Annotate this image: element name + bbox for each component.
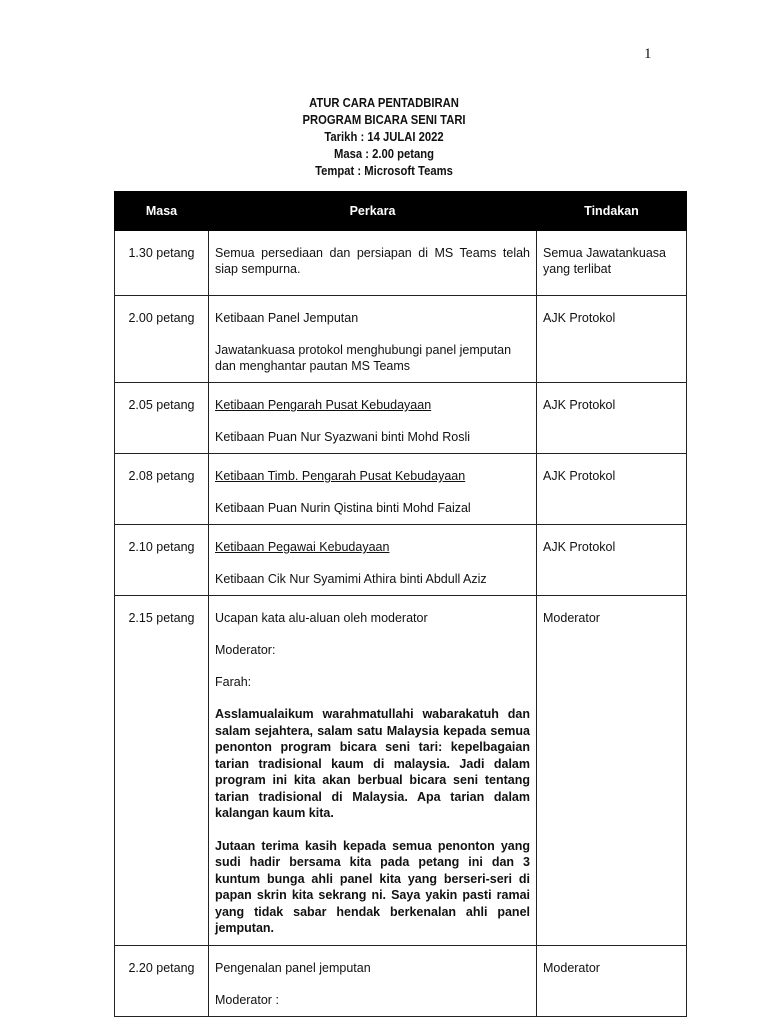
table-row <box>115 383 687 454</box>
table-row <box>115 296 687 383</box>
row-time: 2.08 petang <box>115 454 209 525</box>
row-item-cell <box>209 596 537 946</box>
table-header-row <box>115 192 687 231</box>
row-item-cell <box>209 296 537 383</box>
row-item: Semua persediaan dan persiapan di MS Teams telah siap sempurna. <box>209 231 537 296</box>
row-detail: Ketibaan Cik Nur Syamimi Athira binti Abdull Aziz <box>215 572 487 586</box>
speech-paragraph: Jutaan terima kasih kepada semua penonton yang sudi hadir bersama kita pada petang ini dan 3 kuntum bunga ahli panel kita yang berseri-seri di papan skrin kita sekrang ni. Saya yakin pasti ramai yang tidak sabar hendak berkenalan ahli panel jemputan. <box>215 838 530 935</box>
row-time: 2.00 petang <box>115 296 209 383</box>
row-item-cell <box>209 945 537 1016</box>
row-item-cell <box>209 525 537 596</box>
header-venue: Tempat : Microsoft Teams <box>315 164 453 178</box>
page-number: 1 <box>644 46 652 62</box>
row-action: Moderator <box>537 596 687 946</box>
row-time: 2.05 petang <box>115 383 209 454</box>
row-item: Ketibaan Pengarah Pusat Kebudayaan <box>215 398 432 412</box>
row-item-cell <box>209 454 537 525</box>
row-item: Ucapan kata alu-aluan oleh moderator <box>215 611 428 625</box>
header-date: Tarikh : 14 JULAI 2022 <box>324 130 444 144</box>
column-header-perkara: Perkara <box>209 192 537 231</box>
table-row <box>115 454 687 525</box>
row-action: AJK Protokol <box>537 525 687 596</box>
speaker-label: Farah: <box>215 675 252 689</box>
header-time: Masa : 2.00 petang <box>333 147 435 161</box>
row-time: 2.20 petang <box>115 945 209 1016</box>
table-row <box>115 945 687 1016</box>
table-row <box>115 596 687 946</box>
row-detail: Ketibaan Puan Nurin Qistina binti Mohd Faizal <box>215 501 471 515</box>
header-title: ATUR CARA PENTADBIRAN <box>309 96 459 110</box>
row-item: Ketibaan Pegawai Kebudayaan <box>215 540 390 554</box>
row-detail: Jawatankuasa protokol menghubungi panel jemputan dan menghantar pautan MS Teams <box>215 343 512 373</box>
header-program: PROGRAM BICARA SENI TARI <box>302 113 466 127</box>
schedule-table <box>114 191 687 1017</box>
row-action: Moderator <box>537 945 687 1016</box>
moderator-label: Moderator: <box>215 643 276 657</box>
row-time: 2.15 petang <box>115 596 209 946</box>
row-item: Ketibaan Timb. Pengarah Pusat Kebudayaan <box>215 469 466 483</box>
table-row <box>115 525 687 596</box>
row-action: AJK Protokol <box>537 296 687 383</box>
row-time: 2.10 petang <box>115 525 209 596</box>
row-item: Pengenalan panel jemputan <box>215 960 371 975</box>
column-header-masa: Masa <box>115 192 209 231</box>
document-header <box>0 95 768 180</box>
speech-paragraph: Asslamualaikum warahmatullahi wabarakatuh dan salam sejahtera, salam satu Malaysia kepada semua penonton program bicara seni tari: kepelbagaian tarian tradisional kaum di malaysia. Jadi dalam program ini kita akan berbual bicara seni tentang tarian tradisional di Malaysia. Apa tarian dalam kalangan kaum kita. <box>215 707 530 820</box>
row-item: Ketibaan Panel Jemputan <box>215 311 359 325</box>
row-action: Semua Jawatankuasa yang terlibat <box>537 231 687 296</box>
moderator-label: Moderator : <box>215 992 279 1007</box>
table-row <box>115 231 687 296</box>
column-header-tindakan: Tindakan <box>537 192 687 231</box>
row-action: AJK Protokol <box>537 383 687 454</box>
row-item-cell <box>209 383 537 454</box>
row-detail: Ketibaan Puan Nur Syazwani binti Mohd Rosli <box>215 430 470 444</box>
row-action: AJK Protokol <box>537 454 687 525</box>
row-time: 1.30 petang <box>115 231 209 296</box>
